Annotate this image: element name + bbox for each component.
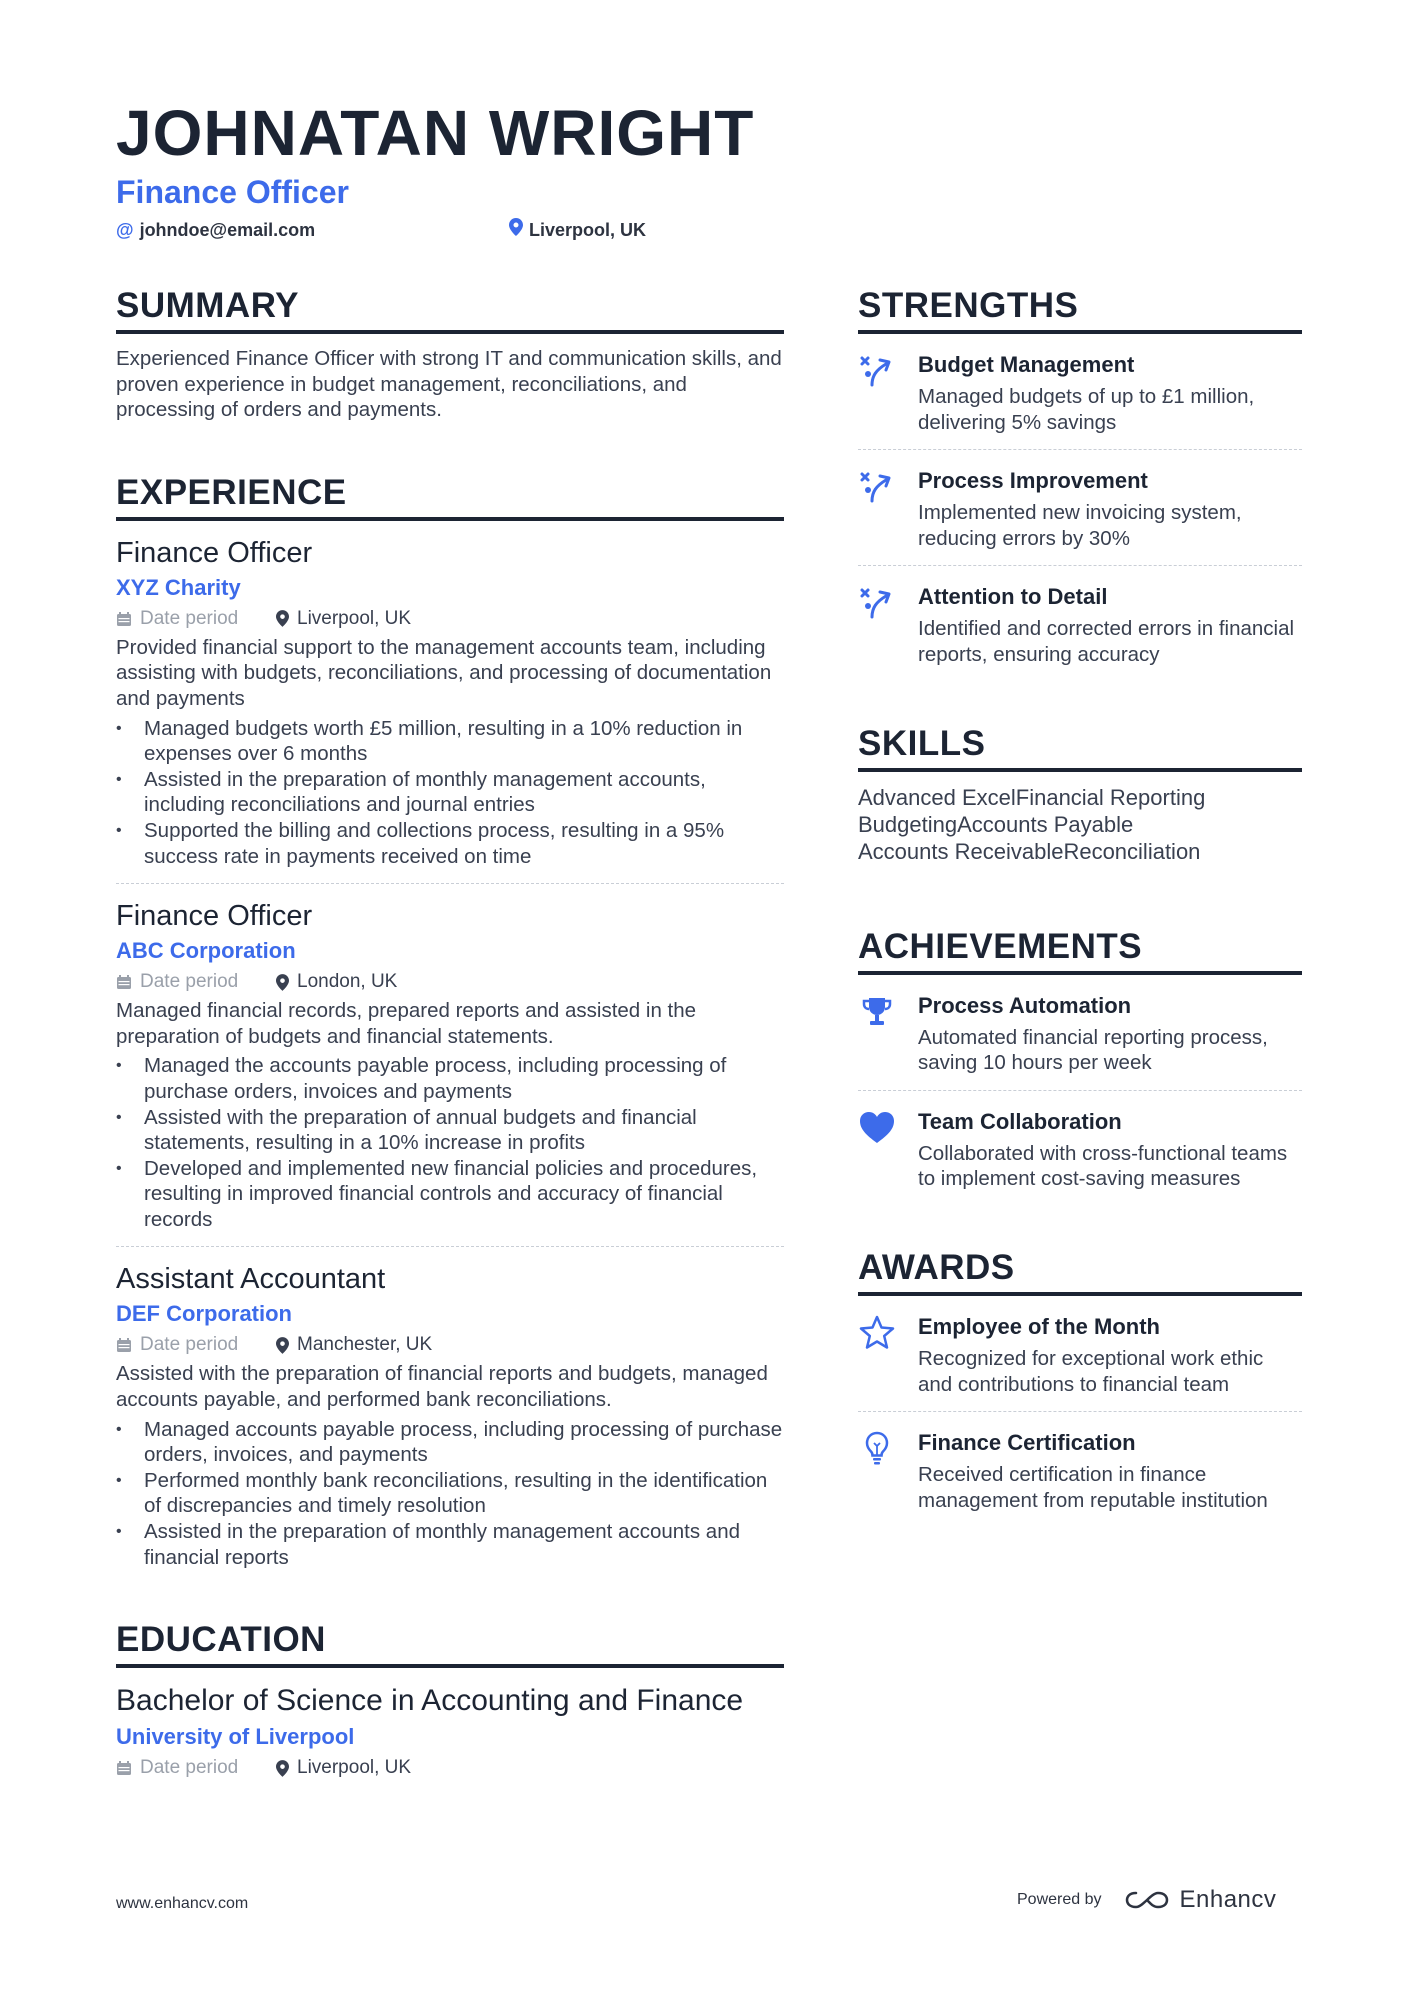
footer-branding[interactable]	[1017, 1886, 1276, 1914]
location-pin-icon	[509, 218, 523, 242]
skills-line	[858, 838, 1302, 865]
job-meta	[116, 1329, 784, 1361]
achievements-heading: ACHIEVEMENTS	[858, 927, 1302, 975]
strength-description: Implemented new invoicing system, reducing errors by 30%	[918, 501, 1242, 550]
strategy-icon	[858, 466, 900, 551]
job-meta	[116, 603, 784, 635]
job-description: Provided financial support to the management accounts team, including assisting with budgets, reconciliations, and processing of documentation and payments	[116, 635, 772, 710]
achievement-title: Team Collaboration	[918, 1108, 1122, 1134]
skills-section	[858, 724, 1302, 865]
job-description: Managed financial records, prepared reports and assisted in the preparation of budgets and financial statements.	[116, 999, 697, 1048]
strength-title: Process Improvement	[918, 468, 1148, 494]
achievement-item	[858, 975, 1302, 1091]
location-pin-icon	[276, 610, 289, 627]
job-bullet: • Assisted with the preparation of annual budgets and financial statements, resulting in a 10% increase in profits	[116, 1105, 784, 1156]
candidate-name: JOHNATAN WRIGHT	[116, 97, 755, 169]
job-bullets	[116, 716, 784, 870]
awards-section	[858, 1248, 1302, 1527]
calendar-icon	[116, 1760, 132, 1776]
achievements-section	[858, 927, 1302, 1206]
award-item	[858, 1412, 1302, 1527]
infinity-icon	[1124, 1889, 1170, 1911]
job-entry	[116, 884, 784, 1247]
job-location: Liverpool, UK	[276, 603, 411, 635]
job-bullet: • Supported the billing and collections process, resulting in a 95% success rate in payments received on time	[116, 818, 784, 869]
strength-item	[858, 334, 1302, 450]
skill-tag: Reconciliation	[1063, 838, 1201, 864]
skills-list	[858, 784, 1302, 865]
calendar-icon	[116, 611, 132, 627]
job-title: Assistant Accountant	[116, 1263, 386, 1296]
job-bullets	[116, 1417, 784, 1571]
heart-icon	[858, 1107, 900, 1192]
calendar-icon	[116, 974, 132, 990]
award-description: Recognized for exceptional work ethic and contributions to financial team	[918, 1346, 1264, 1396]
strength-item	[858, 566, 1302, 681]
strengths-heading: STRENGTHS	[858, 286, 1302, 334]
awards-heading: AWARDS	[858, 1248, 1302, 1296]
degree-title: Bachelor of Science in Accounting and Finance	[116, 1684, 744, 1718]
education-section	[116, 1620, 784, 1784]
calendar-icon	[116, 1337, 132, 1353]
right-column	[858, 286, 1302, 1569]
job-bullet: • Managed budgets worth £5 million, resulting in a 10% reduction in expenses over 6 months	[116, 716, 784, 767]
job-bullets	[116, 1053, 784, 1232]
job-date: Date period	[116, 1329, 276, 1361]
strengths-section	[858, 286, 1302, 682]
brand-logo	[1124, 1886, 1277, 1914]
job-bullet: • Assisted in the preparation of monthly management accounts and financial reports	[116, 1519, 784, 1570]
education-location: Liverpool, UK	[276, 1752, 411, 1784]
achievement-description: Collaborated with cross-functional teams to implement cost-saving measures	[918, 1141, 1288, 1191]
brand-name: Enhancv	[1179, 1886, 1277, 1913]
strength-item	[858, 450, 1302, 566]
skills-heading: SKILLS	[858, 724, 1302, 772]
skill-tag: Accounts Receivable	[858, 838, 1064, 864]
job-title: Finance Officer	[116, 536, 313, 569]
job-title: Finance Officer	[116, 900, 313, 933]
education-date: Date period	[116, 1752, 276, 1784]
strength-title: Budget Management	[918, 352, 1135, 377]
at-icon: @	[116, 220, 134, 240]
achievement-description: Automated financial reporting process, saving 10 hours per week	[918, 1025, 1268, 1075]
job-company[interactable]: XYZ Charity	[116, 574, 241, 600]
strength-description: Managed budgets of up to £1 million, delivering 5% savings	[918, 385, 1255, 434]
experience-section	[116, 473, 784, 1584]
location-text: Liverpool, UK	[529, 220, 647, 240]
job-description: Assisted with the preparation of financial reports and budgets, managed accounts payable, and performed bank reconciliations.	[116, 1362, 768, 1412]
strategy-icon	[858, 350, 900, 435]
location-pin-icon	[276, 1337, 289, 1354]
education-heading: EDUCATION	[116, 1620, 784, 1668]
school-name[interactable]: University of Liverpool	[116, 1724, 355, 1750]
job-meta	[116, 966, 784, 998]
strength-description: Identified and corrected errors in financial reports, ensuring accuracy	[918, 617, 1295, 666]
skill-tag: Financial Reporting	[1015, 784, 1206, 810]
skills-line	[858, 784, 1302, 811]
candidate-title: Finance Officer	[116, 174, 349, 210]
summary-section	[116, 286, 784, 423]
skill-tag: Advanced Excel	[858, 784, 1016, 810]
skill-tag: Accounts Payable	[957, 811, 1134, 837]
award-description: Received certification in finance management from reputable institution	[918, 1463, 1268, 1512]
trophy-icon	[858, 991, 900, 1076]
summary-heading: SUMMARY	[116, 286, 784, 334]
job-company[interactable]: DEF Corporation	[116, 1301, 292, 1327]
job-bullet: • Assisted in the preparation of monthly management accounts, including reconciliations and journal entries	[116, 767, 784, 818]
job-company[interactable]: ABC Corporation	[116, 938, 296, 964]
strategy-icon	[858, 582, 900, 667]
job-date: Date period	[116, 966, 276, 998]
skill-tag: Budgeting	[858, 811, 958, 837]
lightbulb-icon	[858, 1428, 900, 1513]
footer-website-link[interactable]: www.enhancv.com	[116, 1895, 249, 1912]
job-entry	[116, 521, 784, 884]
contact-email[interactable]	[116, 218, 315, 242]
contact-location	[509, 218, 646, 242]
job-bullet: • Managed accounts payable process, including processing of purchase orders, invoices, and payments	[116, 1417, 784, 1468]
education-meta	[116, 1752, 784, 1784]
left-column	[116, 286, 784, 1826]
skills-line	[858, 811, 1302, 838]
job-location: London, UK	[276, 966, 397, 998]
achievement-item	[858, 1091, 1302, 1206]
email-text: johndoe@email.com	[139, 220, 316, 240]
job-bullet: • Developed and implemented new financial policies and procedures, resulting in improved financial controls and accuracy of financial records	[116, 1156, 784, 1233]
award-title: Finance Certification	[918, 1430, 1136, 1456]
powered-by-label: Powered by	[1017, 1891, 1102, 1908]
job-entry	[116, 1247, 784, 1584]
achievement-title: Process Automation	[918, 992, 1132, 1018]
job-location: Manchester, UK	[276, 1329, 432, 1361]
award-title: Employee of the Month	[918, 1313, 1160, 1339]
job-date: Date period	[116, 603, 276, 635]
location-pin-icon	[276, 1760, 289, 1777]
experience-heading: EXPERIENCE	[116, 473, 784, 521]
summary-text: Experienced Finance Officer with strong IT and communication skills, and proven experience in budget management, reconciliations, and processing of orders and payments.	[116, 347, 782, 422]
star-icon	[858, 1312, 900, 1397]
job-bullet: • Managed the accounts payable process, including processing of purchase orders, invoices and payments	[116, 1053, 784, 1104]
location-pin-icon	[276, 974, 289, 991]
job-bullet: • Performed monthly bank reconciliations, resulting in the identification of discrepancies and timely resolution	[116, 1468, 784, 1519]
award-item	[858, 1296, 1302, 1412]
strength-title: Attention to Detail	[918, 584, 1108, 610]
